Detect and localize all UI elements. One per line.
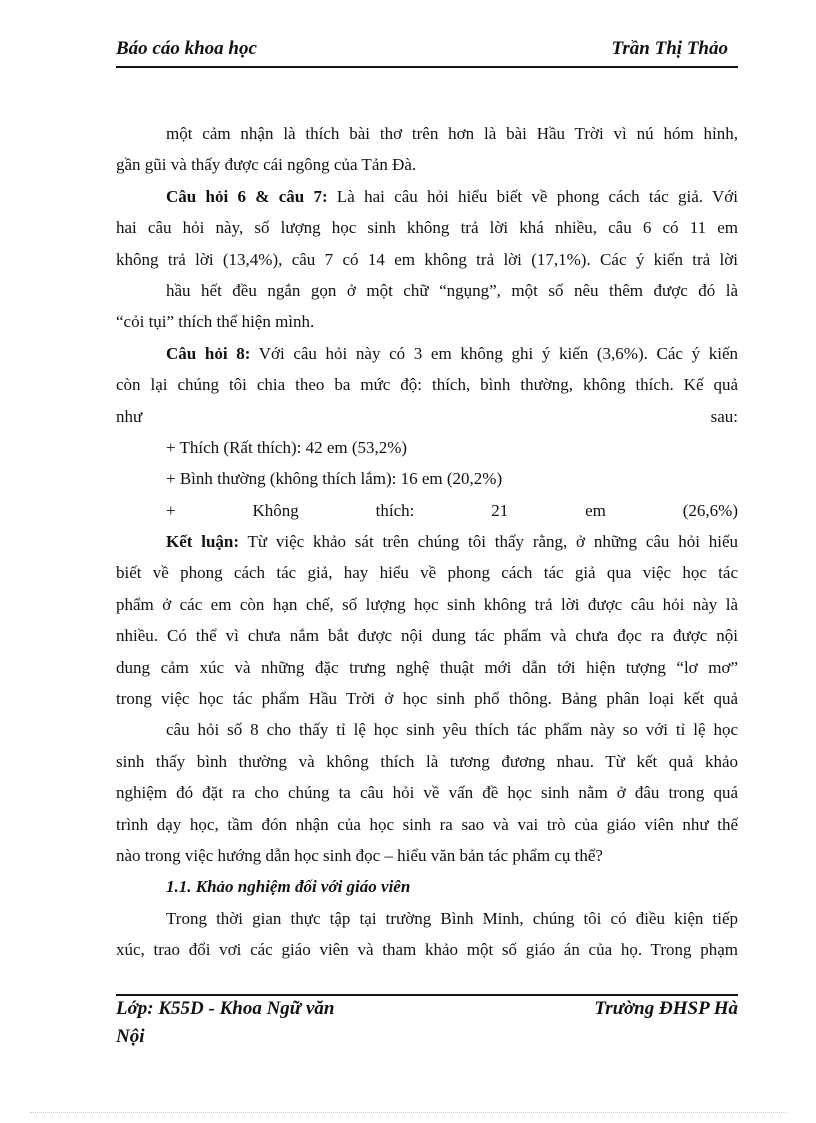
body-line: sinh thấy bình thường và không thích là tương đương nhau. Từ kết quả khảo	[116, 751, 738, 771]
footer-class-cont: Nội	[116, 1026, 145, 1047]
body-text: Với câu hỏi này có 3 em không ghi ý kiến (3,6%). Các ý kiến	[250, 343, 738, 363]
body-line: biết về phong cách tác giả, hay hiểu về phong cách tác giả qua việc học tác	[116, 563, 738, 583]
conclusion-label: Kết luận:	[166, 532, 240, 552]
list-item: + Thích (Rất thích): 42 em (53,2%)	[166, 437, 408, 457]
footer-school: Trường ĐHSP Hà	[594, 998, 738, 1019]
body-line: trong việc học tác phẩm Hầu Trời ở học sinh phổ thông. Bảng phân loại kết quả	[116, 689, 738, 709]
body-line: như sau:	[116, 406, 738, 426]
header-title: Báo cáo khoa học	[116, 38, 257, 59]
body-line: nghiệm đó đặt ra cho chúng ta câu hỏi về vấn đề học sinh nằm ở đâu trong quá	[116, 783, 738, 803]
section-heading: 1.1. Khảo nghiệm đối với giáo viên	[166, 877, 411, 897]
document-body	[116, 118, 738, 966]
body-line: xúc, trao đổi vơi các giáo viên và tham khảo một số giáo án của họ. Trong phạm	[116, 940, 738, 960]
body-text: Là hai câu hỏi hiểu biết về phong cách tác giả. Với	[327, 186, 738, 206]
question-label: Câu hỏi 8:	[166, 343, 251, 363]
body-line: dung cảm xúc và những đặc trưng nghệ thuật mới dẫn tới hiện tượng “lơ mơ”	[116, 657, 738, 677]
body-line: một cảm nhận là thích bài thơ trên hơn là bài Hầu Trời vì nú hóm hỉnh,	[166, 124, 738, 143]
body-line: hai câu hỏi này, số lượng học sinh không trả lời khá nhiều, câu 6 có 11 em	[116, 218, 738, 238]
body-line: hầu hết đều ngắn gọn ở một chữ “ngụng”, một số nêu thêm được đó là	[166, 280, 738, 300]
body-line: gần gũi và thấy được cái ngông của Tản Đà.	[116, 155, 417, 175]
page-edge-divider	[30, 1112, 786, 1113]
body-text: Từ việc khảo sát trên chúng tôi thấy rằng, ở những câu hỏi hiểu	[239, 532, 738, 552]
body-line: câu hỏi số 8 cho thấy tỉ lệ học sinh yêu thích tác phẩm này so với tỉ lệ học	[166, 720, 738, 740]
footer-rule	[116, 994, 738, 996]
body-line	[116, 181, 738, 212]
body-line: Trong thời gian thực tập tại trường Bình Minh, chúng tôi có điều kiện tiếp	[166, 908, 738, 928]
body-line: nhiều. Có thể vì chưa nắm bắt được nội dung tác phẩm và chưa đọc ra được nội	[116, 626, 738, 646]
question-label: Câu hỏi 6 & câu 7:	[166, 186, 328, 206]
body-line: phẩm ở các em còn hạn chế, số lượng học sinh không trả lời được câu hỏi này là	[116, 594, 738, 614]
page-header	[116, 36, 738, 68]
body-line: nào trong việc hướng dẫn học sinh đọc – hiểu văn bản tác phẩm cụ thể?	[116, 845, 603, 865]
body-line: trình dạy học, tầm đón nhận của học sinh ra sao và vai trò của giáo viên như thế	[116, 814, 738, 834]
body-line: không trả lời (13,4%), câu 7 có 14 em không trả lời (17,1%). Các ý kiến trả lời	[116, 249, 738, 269]
body-line	[116, 526, 738, 557]
body-line	[116, 338, 738, 369]
header-author: Trần Thị Thảo	[611, 38, 728, 59]
body-line: “cỏi tụi” thích thể hiện mình.	[116, 312, 315, 332]
footer-class: Lớp: K55D - Khoa Ngữ văn	[116, 998, 335, 1019]
list-item: + Bình thường (không thích lắm): 16 em (20,2%)	[166, 469, 503, 489]
body-line: còn lại chúng tôi chia theo ba mức độ: thích, bình thường, không thích. Kế quả	[116, 375, 738, 395]
list-item: + Không thích: 21 em (26,6%)	[166, 500, 738, 520]
